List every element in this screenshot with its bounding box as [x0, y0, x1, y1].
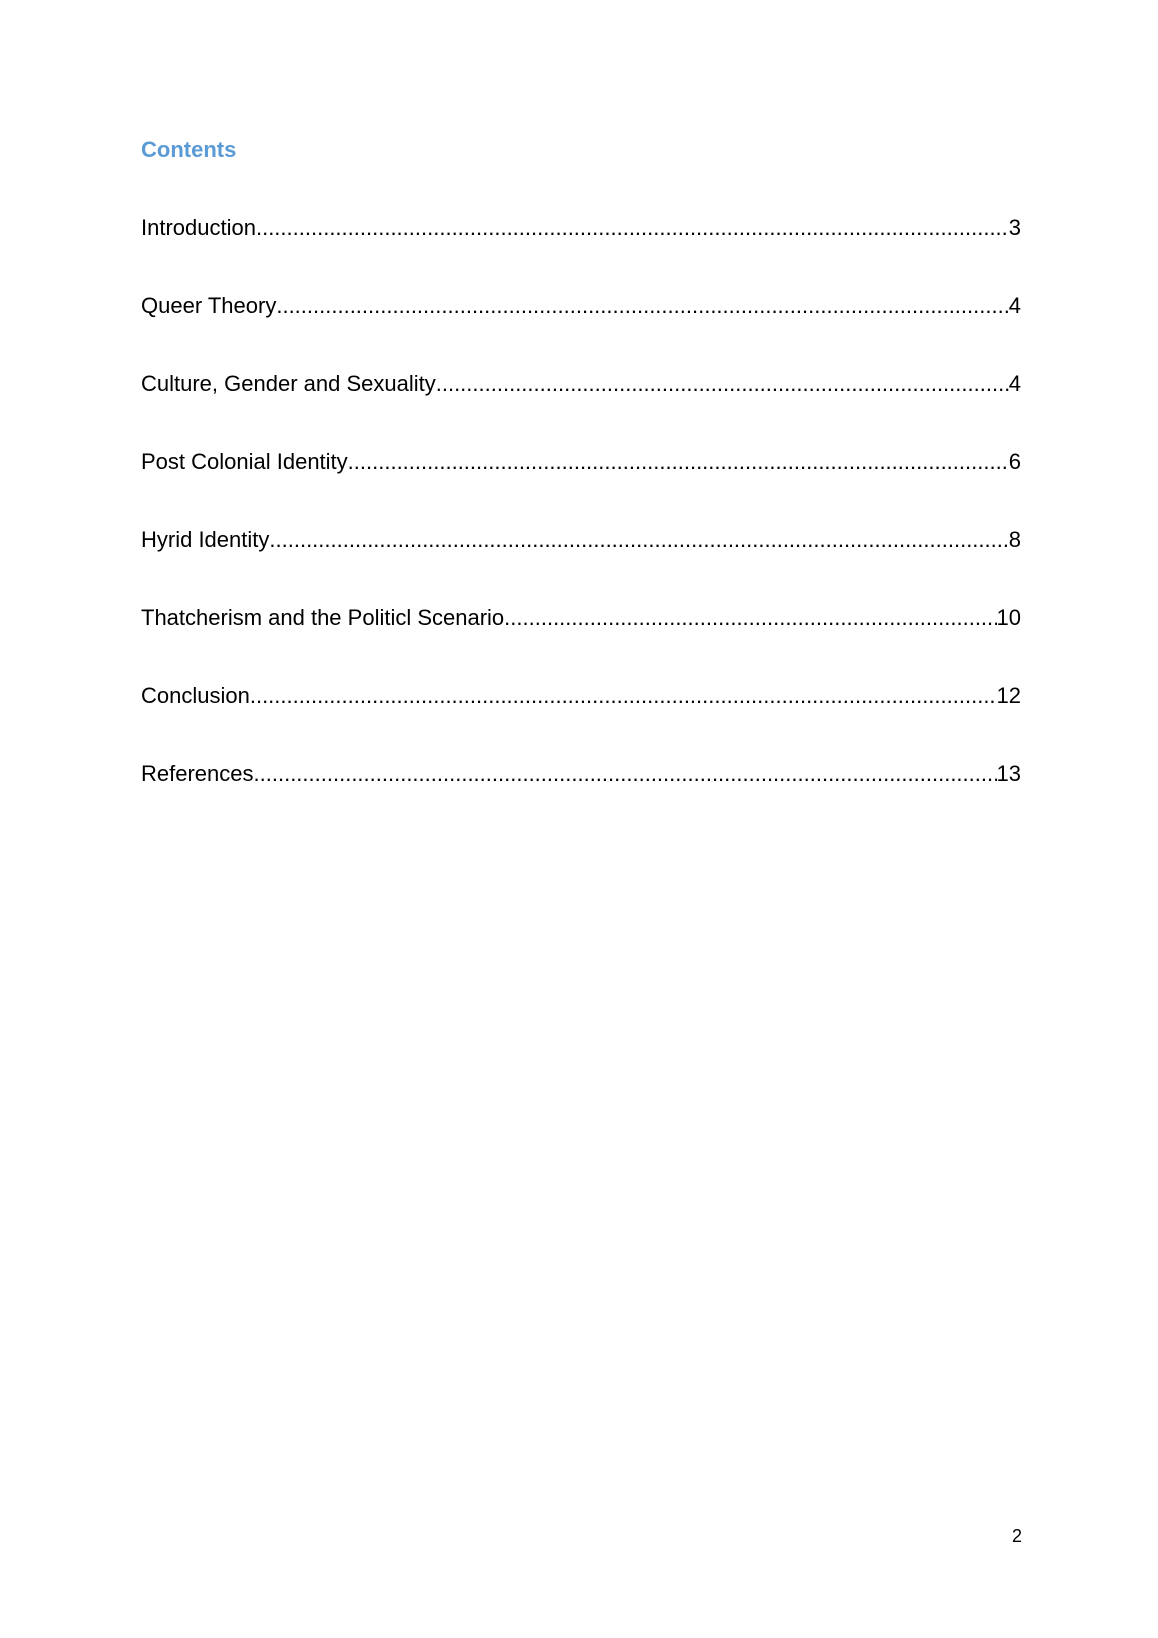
toc-entry-page: 10 [996, 605, 1021, 630]
toc-entry-introduction[interactable] [141, 215, 1021, 293]
toc-entry-title: Hyrid Identity [141, 527, 270, 552]
toc-entry-culture-gender-sexuality[interactable] [141, 371, 1021, 449]
toc-heading: Contents [141, 137, 237, 162]
toc-entry-page: 4 [1008, 293, 1021, 318]
toc-entry-title: Conclusion [141, 683, 250, 708]
toc-dot-leader [250, 683, 997, 709]
toc-entry-title: Introduction [141, 215, 256, 240]
toc-entry-page: 4 [1008, 371, 1021, 396]
toc-entry-title: References [141, 761, 254, 786]
toc-entry-title: Post Colonial Identity [141, 449, 348, 474]
toc-entry-title: Thatcherism and the Politicl Scenario [141, 605, 505, 630]
toc-dot-leader [504, 605, 996, 631]
toc-dot-leader [436, 371, 1009, 397]
toc-dot-leader [269, 527, 1008, 553]
toc-entry-page: 3 [1008, 215, 1021, 240]
toc-entry-post-colonial-identity[interactable] [141, 449, 1021, 527]
toc-entry-page: 8 [1008, 527, 1021, 552]
toc-entry-hyrid-identity[interactable] [141, 527, 1021, 605]
toc-entry-title: Culture, Gender and Sexuality [141, 371, 436, 396]
toc-dot-leader [254, 761, 997, 787]
toc-entry-thatcherism[interactable] [141, 605, 1021, 683]
table-of-contents [141, 215, 1021, 839]
toc-entry-page: 13 [996, 761, 1021, 786]
toc-entry-conclusion[interactable] [141, 683, 1021, 761]
page-number: 2 [1011, 1526, 1022, 1546]
toc-dot-leader [276, 293, 1008, 319]
toc-entry-references[interactable] [141, 761, 1021, 839]
toc-entry-title: Queer Theory [141, 293, 277, 318]
toc-entry-page: 6 [1008, 449, 1021, 474]
toc-entry-queer-theory[interactable] [141, 293, 1021, 371]
toc-dot-leader [256, 215, 1009, 241]
toc-entry-page: 12 [996, 683, 1021, 708]
toc-dot-leader [348, 449, 1009, 475]
